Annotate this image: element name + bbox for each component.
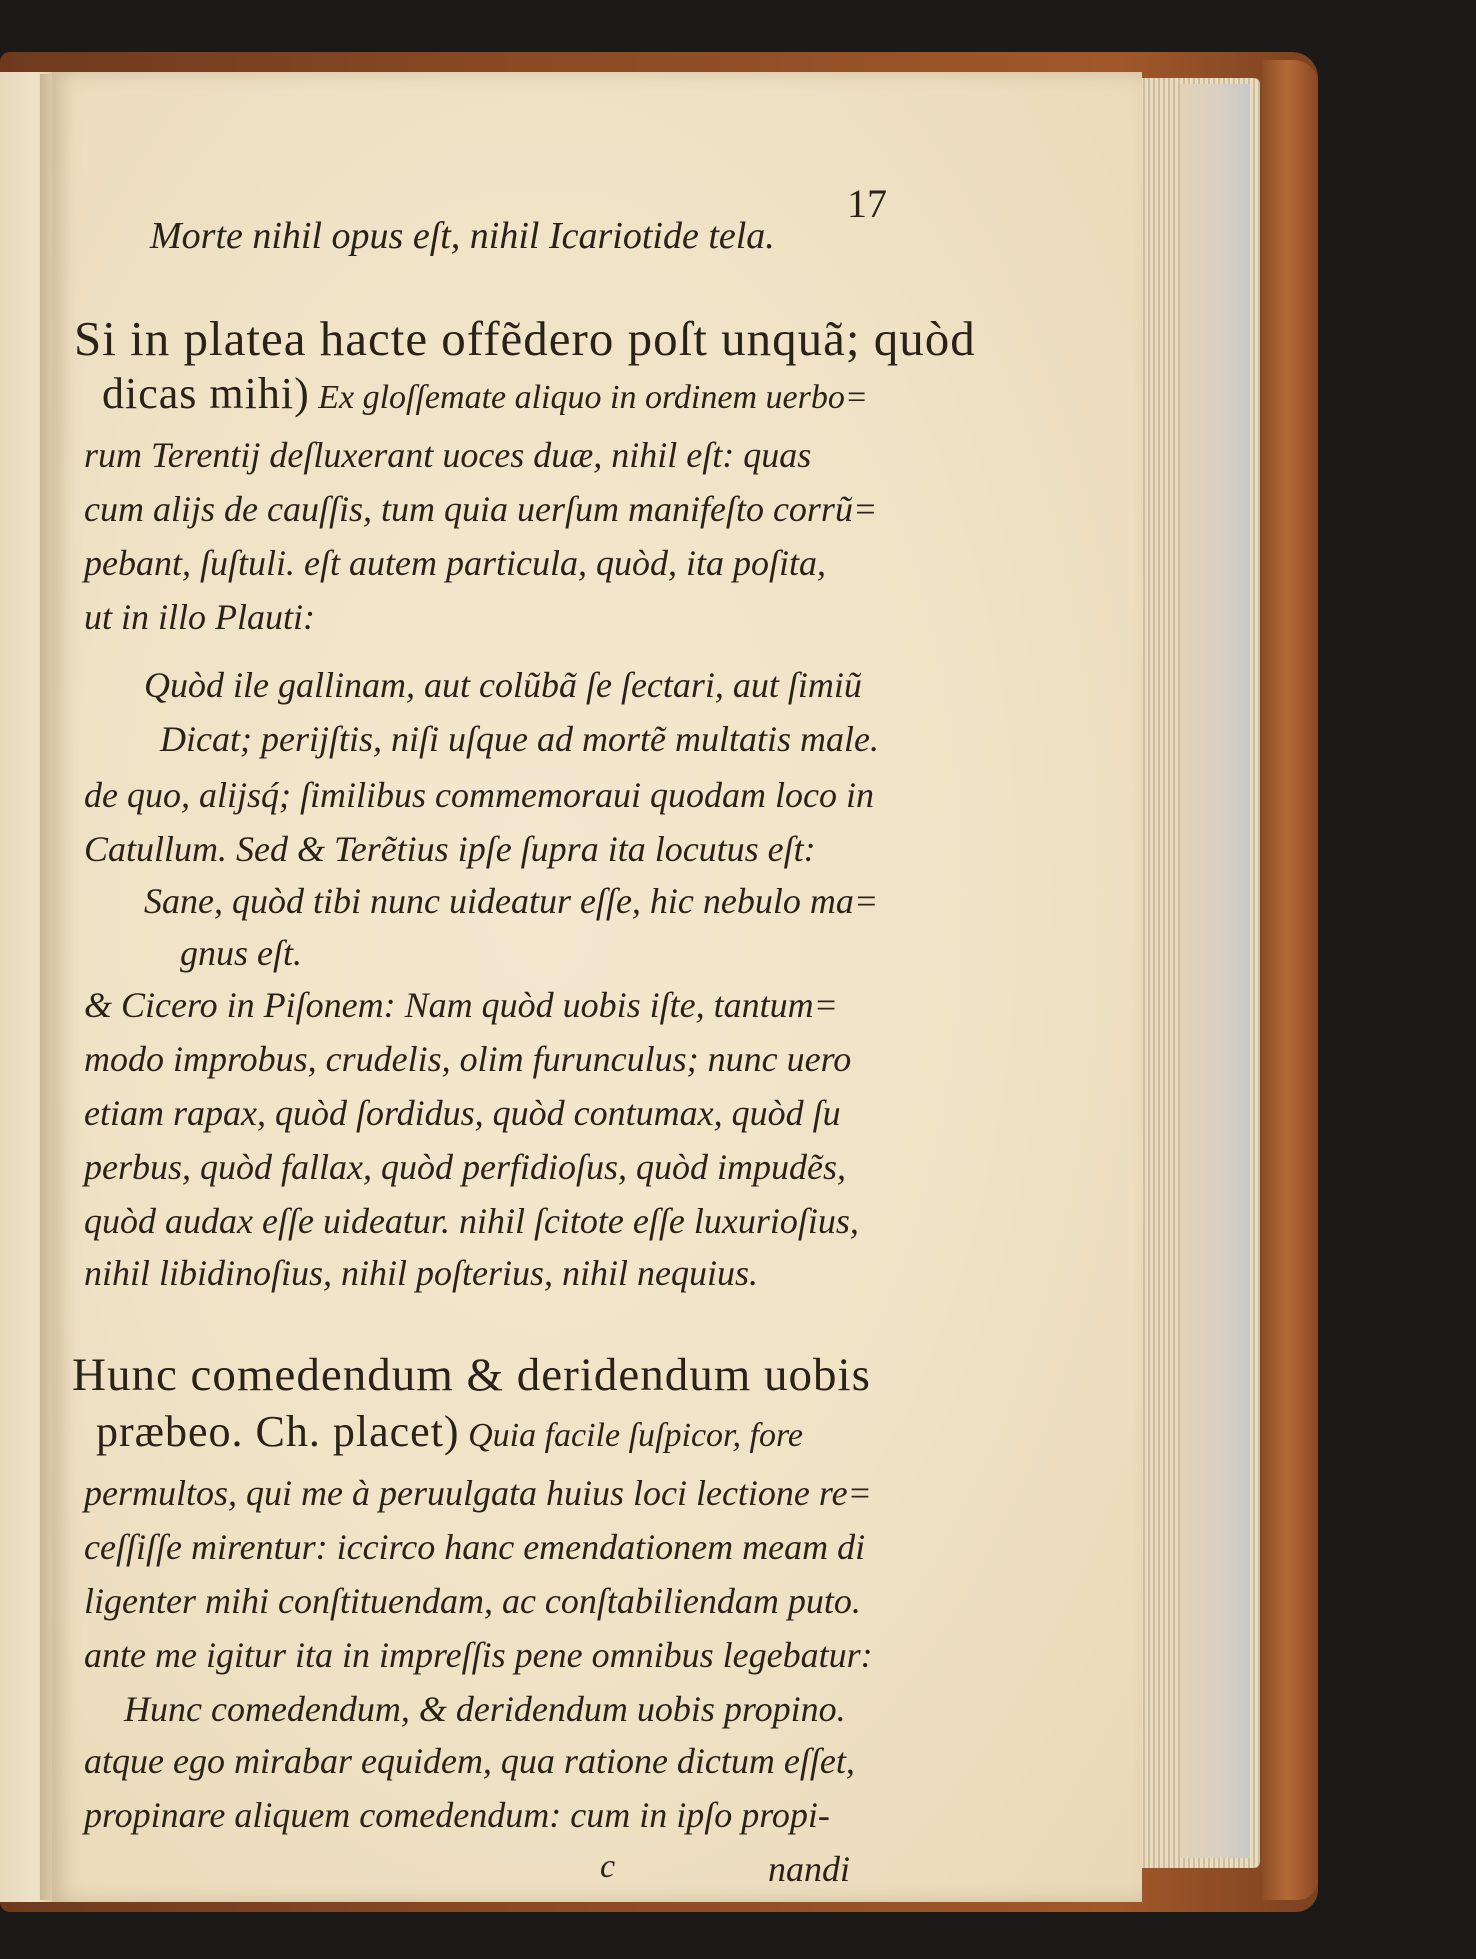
page-fore-edge-inner xyxy=(1180,84,1250,1858)
commentary-line: ante me igitur ita in impreſſis pene omnibus legebatur: xyxy=(84,1635,873,1675)
commentary-line: modo improbus, crudelis, olim furunculus; nunc uero xyxy=(84,1039,852,1079)
lemma-text: dicas mihi) xyxy=(102,369,310,418)
quotation-line: Quòd ile gallinam, aut colũbã ſe ſectari, aut ſimiũ xyxy=(144,665,862,705)
binding-edge xyxy=(1262,60,1318,1900)
commentary-line: atque ego mirabar equidem, qua ratione dictum eſſet, xyxy=(84,1741,855,1781)
lemma-line: Hunc comedendum & deridendum uobis xyxy=(72,1349,871,1401)
page-number: 17 xyxy=(847,181,887,226)
commentary-line: Catullum. Sed & Terẽtius ipſe ſupra ita locutus eſt: xyxy=(84,829,816,869)
commentary-line: propinare aliquem comedendum: cum in ipſo propi- xyxy=(84,1795,830,1835)
lemma-commentary-line xyxy=(96,1406,803,1457)
lemma-line: Si in platea hacte offẽdero poſt unquã; quòd xyxy=(74,311,976,366)
catchword: nandi xyxy=(768,1849,851,1889)
recto-page xyxy=(52,72,1142,1902)
commentary-line: & Cicero in Piſonem: Nam quòd uobis iſte, tantum= xyxy=(84,985,838,1025)
quotation-line: Hunc comedendum, & deridendum uobis propino. xyxy=(124,1689,846,1729)
commentary-text: Ex gloſſemate aliquo in ordinem uerbo= xyxy=(309,379,868,416)
verse-line: Morte nihil opus eſt, nihil Icariotide tela. xyxy=(150,215,775,257)
commentary-line: pebant, ſuſtuli. eſt autem particula, quòd, ita poſita, xyxy=(84,543,826,583)
commentary-line: etiam rapax, quòd ſordidus, quòd contumax, quòd ſu xyxy=(84,1093,841,1133)
lemma-text: præbeo. Ch. placet) xyxy=(96,1407,460,1456)
commentary-line: ut in illo Plauti: xyxy=(84,597,315,637)
commentary-line: ligenter mihi conſtituendam, ac conſtabiliendam puto. xyxy=(84,1581,861,1621)
quotation-line: Dicat; perijſtis, niſi uſque ad mortẽ multatis male. xyxy=(160,719,879,759)
commentary-line: rum Terentij deſluxerant uoces duæ, nihil eſt: quas xyxy=(84,435,812,475)
commentary-line: quòd audax eſſe uideatur. nihil ſcitote eſſe luxurioſius, xyxy=(84,1201,859,1241)
commentary-line: de quo, alijsq́; ſimilibus commemoraui quodam loco in xyxy=(84,775,874,815)
commentary-line: perbus, quòd fallax, quòd perfidioſus, quòd impudẽs, xyxy=(84,1147,846,1187)
quotation-line: Sane, quòd tibi nunc uideatur eſſe, hic nebulo ma= xyxy=(144,881,879,921)
signature-mark: c xyxy=(600,1848,616,1885)
commentary-line: ceſſiſſe mirentur: iccirco hanc emendationem meam di xyxy=(84,1527,866,1567)
commentary-line: cum alijs de cauſſis, tum quia uerſum manifeſto corrũ= xyxy=(84,489,878,529)
commentary-line: nihil libidinoſius, nihil poſterius, nihil nequius. xyxy=(84,1253,759,1293)
lemma-commentary-line xyxy=(102,368,868,419)
quotation-line: gnus eſt. xyxy=(180,933,302,973)
commentary-text: Quia facile ſuſpicor, fore xyxy=(459,1417,803,1454)
commentary-line: permultos, qui me à peruulgata huius loci lectione re= xyxy=(84,1473,872,1513)
